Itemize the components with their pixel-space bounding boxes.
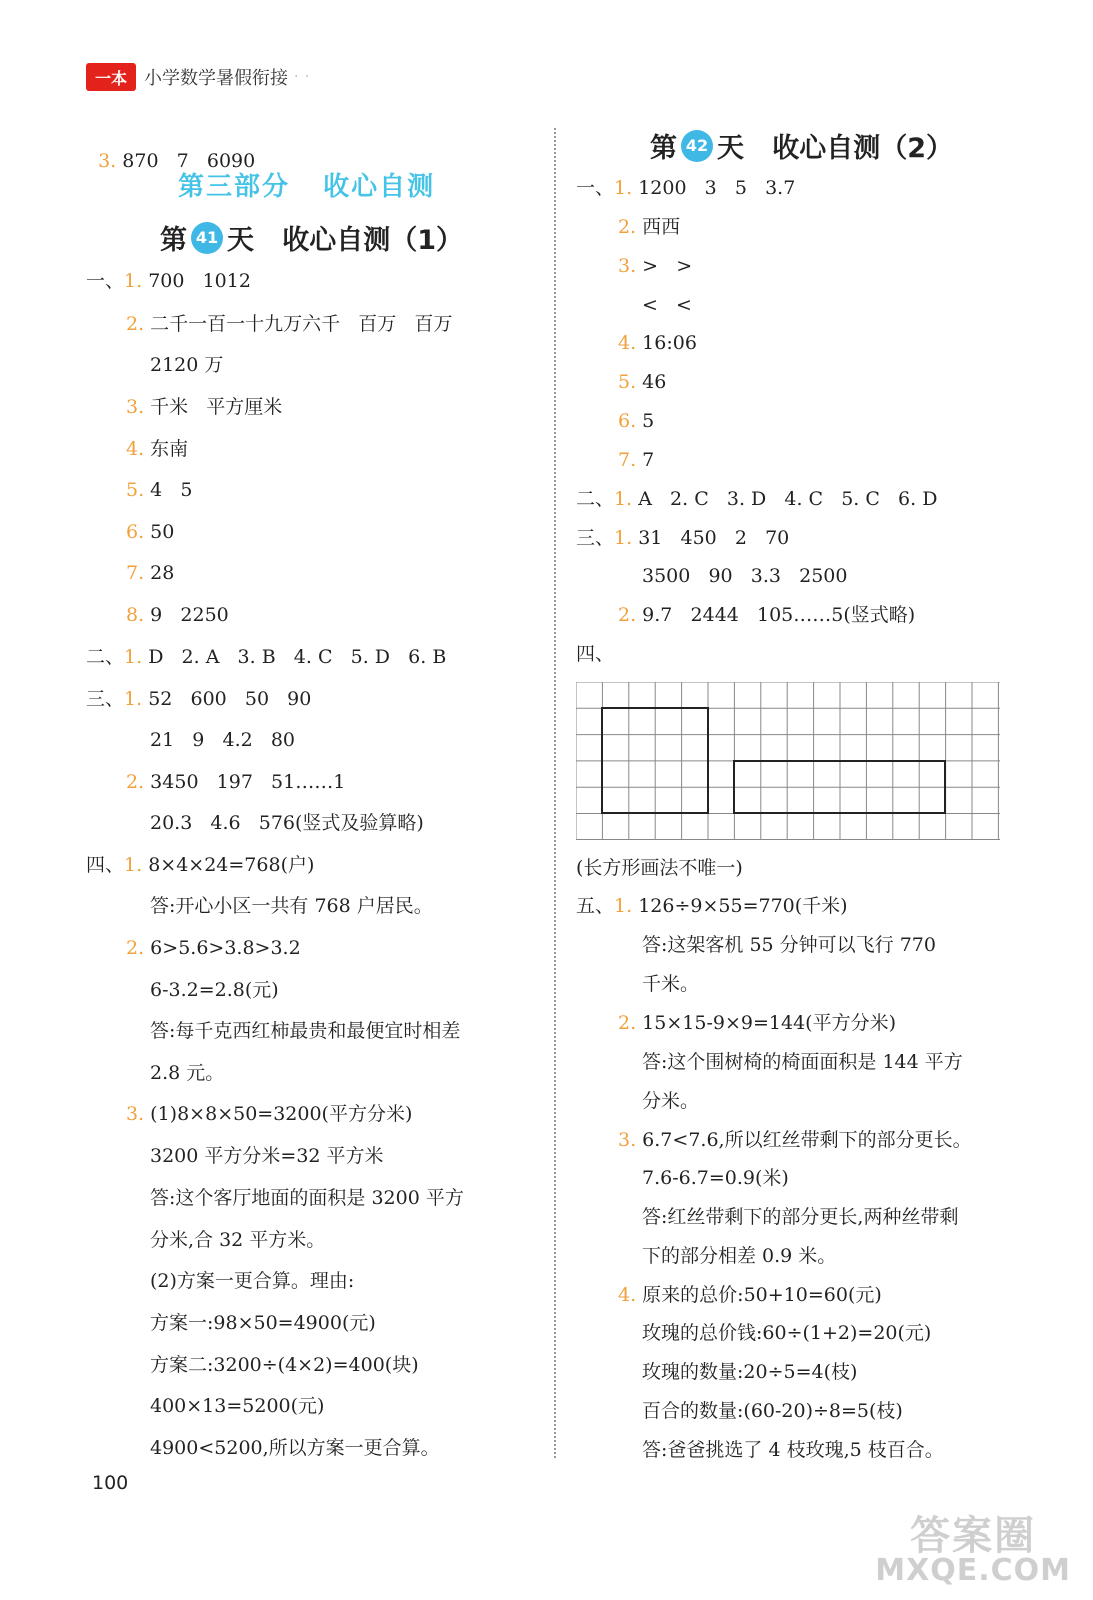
item-number: 7. — [126, 562, 145, 584]
answer-text: 答:这个客厅地面的面积是 3200 平方 — [150, 1187, 464, 1209]
answer-line — [618, 1127, 972, 1153]
answer-text: 21 9 4.2 80 — [150, 729, 296, 751]
answer-line — [642, 1088, 699, 1114]
answer-line — [150, 1310, 376, 1336]
answer-text: 4900<5200,所以方案一更合算。 — [150, 1437, 440, 1459]
answer-text: 分米。 — [642, 1090, 700, 1112]
answer-text: 52 600 50 90 — [142, 688, 312, 710]
answer-line — [618, 1282, 882, 1308]
answer-line — [150, 1393, 324, 1419]
answer-line — [618, 1010, 896, 1036]
carry-number: 3. — [98, 150, 117, 172]
answer-text: 6-3.2=2.8(元) — [150, 979, 279, 1001]
item-number: 4. — [618, 1284, 637, 1306]
answer-line — [642, 563, 847, 589]
watermark — [875, 1513, 1071, 1588]
day-number-badge: 42 — [681, 130, 713, 162]
answer-text: 4 5 — [144, 479, 193, 501]
answer-line — [126, 935, 301, 961]
section-marker: 一、 — [86, 270, 125, 292]
answer-line — [618, 330, 697, 356]
answer-line — [126, 436, 188, 462]
answer-text: 28 — [144, 562, 175, 584]
section-marker: 二、 — [576, 488, 615, 510]
item-number: 2. — [126, 937, 145, 959]
answer-line — [642, 1204, 958, 1230]
answer-text: 玫瑰的数量:20÷5=4(枝) — [642, 1361, 858, 1383]
answer-text: (2)方案一更合算。理由: — [150, 1270, 355, 1292]
answer-text: 答:这架客机 55 分钟可以飞行 770 — [642, 934, 936, 956]
answer-line — [642, 932, 936, 958]
item-number: 2. — [618, 604, 637, 626]
answer-line — [150, 1185, 464, 1211]
answer-line — [150, 1143, 384, 1169]
answer-line — [642, 1359, 857, 1385]
item-number: 5. — [618, 371, 637, 393]
answer-line — [642, 1243, 836, 1269]
answer-line — [126, 560, 174, 586]
answer-line — [86, 686, 311, 712]
answer-line — [150, 352, 223, 378]
item-number: 6. — [126, 521, 145, 543]
answer-line — [150, 810, 424, 836]
answer-text: 6>5.6>3.8>3.2 — [144, 937, 301, 959]
answer-line — [618, 447, 654, 473]
answer-text: D 2. A 3. B 4. C 5. D 6. B — [142, 646, 447, 668]
answer-line — [126, 477, 192, 503]
answer-text: 答:爸爸挑选了 4 枝玫瑰,5 枝百合。 — [642, 1439, 944, 1461]
day-title-suffix: 天 收心自测（2） — [717, 133, 953, 164]
answer-line — [150, 1352, 419, 1378]
answer-text: 400×13=5200(元) — [150, 1395, 325, 1417]
answer-text: 6.7<7.6,所以红丝带剩下的部分更长。 — [636, 1129, 972, 1151]
item-number: 2. — [618, 216, 637, 238]
answer-line — [150, 1268, 354, 1294]
header-decoration: · · — [294, 69, 311, 85]
answer-line — [618, 369, 666, 395]
item-number: 2. — [126, 771, 145, 793]
answer-line — [126, 1101, 412, 1127]
day-42-title — [650, 126, 953, 165]
answer-text: A 2. C 3. D 4. C 5. C 6. D — [632, 488, 938, 510]
answer-text: 16:06 — [636, 332, 697, 354]
answer-text: 2.8 元。 — [150, 1062, 225, 1084]
answer-text: 15×15-9×9=144(平方分米) — [636, 1012, 896, 1034]
answer-line — [618, 602, 915, 628]
answer-text: 126÷9×55=770(千米) — [632, 895, 848, 917]
answer-text: 千米。 — [642, 973, 700, 995]
answer-line — [126, 311, 452, 337]
carry-text: 870 7 6090 — [116, 150, 256, 172]
item-number: 1. — [614, 177, 633, 199]
answer-line — [126, 394, 282, 420]
answer-text: 西西 — [636, 216, 681, 238]
answer-text: 答:这个围树椅的椅面面积是 144 平方 — [642, 1051, 963, 1073]
answer-text: 9 2250 — [144, 604, 229, 626]
part-title: 第三部分 收心自测 — [178, 172, 436, 202]
answer-line — [150, 1227, 325, 1253]
item-number: 1. — [124, 688, 143, 710]
answer-text: 1200 3 5 3.7 — [632, 177, 796, 199]
day-title-prefix: 第 — [160, 225, 187, 256]
answer-line — [126, 602, 229, 628]
answer-text: (长方形画法不唯一) — [576, 857, 743, 879]
answer-line — [642, 971, 699, 997]
answer-text: 5 — [636, 410, 655, 432]
answer-text: 46 — [636, 371, 667, 393]
item-number: 3. — [618, 255, 637, 277]
page-number: 100 — [92, 1472, 129, 1494]
answer-line — [642, 1437, 944, 1463]
item-number: 5. — [126, 479, 145, 501]
answer-line — [642, 292, 692, 318]
answer-text: 3450 197 51……1 — [144, 771, 346, 793]
watermark-line-2: MXQE.COM — [875, 1553, 1071, 1588]
answer-text: < < — [642, 294, 692, 316]
day-title-prefix: 第 — [650, 133, 677, 164]
answer-text: 20.3 4.6 576(竖式及验算略) — [150, 812, 424, 834]
item-number: 1. — [124, 854, 143, 876]
answer-text: 分米,合 32 平方米。 — [150, 1229, 326, 1251]
book-title: 小学数学暑假衔接 — [144, 68, 288, 89]
answer-line — [618, 214, 680, 240]
answer-text: 答:开心小区一共有 768 户居民。 — [150, 895, 433, 917]
page-header — [86, 62, 310, 92]
publisher-logo: 一本 — [86, 63, 136, 91]
answer-line — [150, 977, 279, 1003]
day-number-badge: 41 — [191, 222, 223, 254]
item-number: 3. — [126, 396, 145, 418]
answer-text: 50 — [144, 521, 175, 543]
answer-text: 31 450 2 70 — [632, 527, 790, 549]
item-number: 3. — [618, 1129, 637, 1151]
grid-rectangles-figure — [576, 682, 1000, 840]
answer-line — [150, 1060, 224, 1086]
answer-line — [576, 486, 937, 512]
section-marker: 四、 — [86, 854, 125, 876]
answer-line — [576, 855, 743, 881]
answer-line — [86, 644, 446, 670]
section-marker: 三、 — [576, 527, 615, 549]
item-number: 4. — [618, 332, 637, 354]
day-title-suffix: 天 收心自测（1） — [227, 225, 463, 256]
item-number: 1. — [614, 527, 633, 549]
answer-line — [86, 268, 251, 294]
answer-line — [642, 1398, 903, 1424]
answer-text: 3500 90 3.3 2500 — [642, 565, 848, 587]
answer-text: 7.6-6.7=0.9(米) — [642, 1167, 789, 1189]
section-marker: 二、 — [86, 646, 125, 668]
answer-text: 下的部分相差 0.9 米。 — [642, 1245, 837, 1267]
answer-line — [576, 893, 848, 919]
answer-text: 方案二:3200÷(4×2)=400(块) — [150, 1354, 419, 1376]
answer-line — [618, 408, 654, 434]
item-number: 1. — [124, 646, 143, 668]
answer-line — [576, 175, 795, 201]
item-number: 1. — [614, 488, 633, 510]
answer-text: 700 1012 — [142, 270, 251, 292]
day-41-title — [160, 218, 463, 257]
answer-line — [576, 525, 789, 551]
item-number: 4. — [126, 438, 145, 460]
item-number: 2. — [126, 313, 145, 335]
item-number: 3. — [126, 1103, 145, 1125]
answer-line — [126, 519, 174, 545]
answer-line — [86, 852, 314, 878]
answer-line — [642, 1049, 963, 1075]
answer-line — [150, 893, 433, 919]
answer-text: > > — [636, 255, 693, 277]
item-number: 6. — [618, 410, 637, 432]
answer-line — [576, 641, 614, 667]
answer-line — [126, 769, 345, 795]
answer-line — [618, 253, 692, 279]
answer-line — [150, 1018, 460, 1044]
item-number: 1. — [124, 270, 143, 292]
answer-text: 7 — [636, 449, 655, 471]
answer-text: 3200 平方分米=32 平方米 — [150, 1145, 384, 1167]
answer-text: 百合的数量:(60-20)÷8=5(枝) — [642, 1400, 903, 1422]
answer-text: 玫瑰的总价钱:60÷(1+2)=20(元) — [642, 1322, 932, 1344]
watermark-line-1: 答案圈 — [910, 1513, 1037, 1559]
item-number: 8. — [126, 604, 145, 626]
answer-text: 9.7 2444 105……5(竖式略) — [636, 604, 916, 626]
answer-text: 方案一:98×50=4900(元) — [150, 1312, 376, 1334]
section-marker: 四、 — [576, 643, 615, 665]
answer-text: 8×4×24=768(户) — [142, 854, 315, 876]
answer-text: 东南 — [144, 438, 189, 460]
section-marker: 五、 — [576, 895, 615, 917]
answer-text: 千米 平方厘米 — [144, 396, 283, 418]
answer-line — [642, 1320, 931, 1346]
answer-text: 2120 万 — [150, 354, 224, 376]
column-divider — [554, 128, 556, 1458]
section-marker: 一、 — [576, 177, 615, 199]
item-number: 2. — [618, 1012, 637, 1034]
answer-text: (1)8×8×50=3200(平方分米) — [144, 1103, 413, 1125]
section-marker: 三、 — [86, 688, 125, 710]
answer-line — [642, 1165, 789, 1191]
answer-line — [150, 1435, 440, 1461]
answer-text: 答:红丝带剩下的部分更长,两种丝带剩 — [642, 1206, 959, 1228]
answer-text: 二千一百一十九万六千 百万 百万 — [144, 313, 453, 335]
answer-text: 原来的总价:50+10=60(元) — [636, 1284, 882, 1306]
item-number: 1. — [614, 895, 633, 917]
item-number: 7. — [618, 449, 637, 471]
answer-line — [150, 727, 295, 753]
answer-text: 答:每千克西红柿最贵和最便宜时相差 — [150, 1020, 461, 1042]
